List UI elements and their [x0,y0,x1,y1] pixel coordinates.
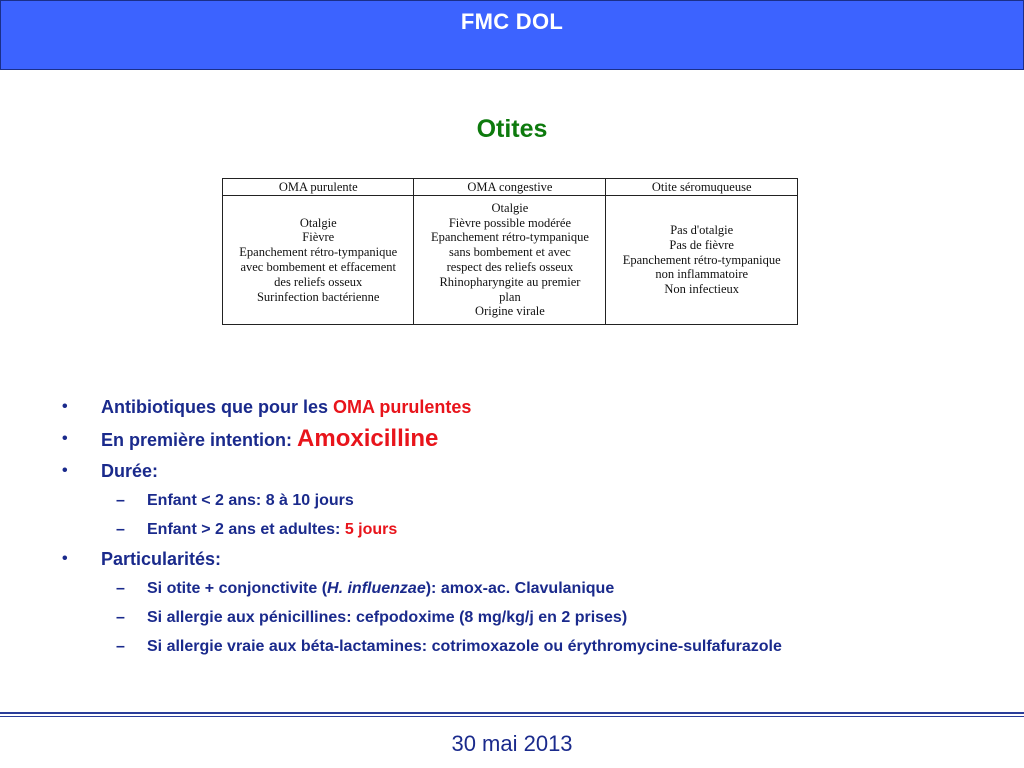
table-cell-otite-seromuqueuse [606,196,798,325]
bullet-item-particularites [62,544,992,574]
bullet-text: Particularités: [101,548,222,569]
sub-bullet-allergie-beta-lactamines [62,632,992,661]
sub-bullet-label: Enfant > 2 ans et adultes: [147,520,345,538]
sub-bullet-italic: H. influenzae [327,579,426,597]
bullet-icon: • [62,550,68,567]
bullet-text: Durée: [101,460,159,481]
cell-line: Pas de fièvre [669,237,734,252]
bullet-item-duree [62,456,992,486]
cell-line: Epanchement rétro-tympanique [239,245,398,260]
dash-icon: – [116,520,125,538]
table-header-cell: OMA purulente [223,179,414,196]
bullet-icon: • [62,462,68,479]
cell-line: respect des reliefs osseux [446,260,574,274]
cell-line: avec bombement et effacement [240,260,397,274]
cell-line: Non infectieux [664,282,740,297]
cell-line: Pas d'otalgie [670,223,734,237]
cell-line: Rhinopharyngite au premier [439,274,581,289]
cell-line: Origine virale [475,304,545,319]
cell-line: Fièvre [302,230,335,245]
cell-line: plan [499,289,521,304]
cell-line: Otalgie [299,215,337,230]
dash-icon: – [116,637,125,655]
cell-line: Epanchement rétro-tympanique [622,252,781,267]
cell-line: des reliefs osseux [274,274,363,289]
footer-divider [0,716,1024,717]
cell-line: Otalgie [491,200,529,215]
table-header-cell: OMA congestive [414,179,606,196]
sub-bullet-text: Si allergie vraie aux béta-lactamines: cotrimoxazole ou érythromycine-sulfafurazole [147,637,782,655]
bullet-text [101,397,471,418]
table-cell-oma-purulente [223,196,414,325]
slide-title: Otites [476,115,548,143]
header-title: FMC DOL [460,9,564,34]
cell-line: Epanchement rétro-tympanique [430,230,589,245]
cell-line: sans bombement et avec [449,245,571,260]
bullet-icon: • [62,430,68,447]
table-header-cell: Otite séromuqueuse [606,179,798,196]
bullet-list [62,392,992,661]
sub-bullet-label: ): amox-ac. Clavulanique [425,579,615,597]
bullet-label: En première intention: [101,430,298,450]
dash-icon: – [116,579,125,597]
bullet-label: Antibiotiques que pour les [101,396,334,417]
bullet-item-premiere-intention [62,422,992,456]
sub-bullet-text: Si allergie aux pénicillines: cefpodoxime (8 mg/kg/j en 2 prises) [147,608,628,626]
header-bar [0,0,1024,70]
sub-bullet-allergie-penicillines [62,603,992,632]
dash-icon: – [116,608,125,626]
table-header-row [223,179,798,196]
table-row [223,196,798,325]
sub-bullet-enfant-moins-2 [62,486,992,515]
cell-line: non inflammatoire [655,267,749,282]
cell-line: Fièvre possible modérée [448,215,572,230]
sub-bullet-text [147,521,397,539]
sub-bullet-text: Enfant < 2 ans: 8 à 10 jours [147,491,354,509]
bullet-text [101,425,438,453]
sub-bullet-label: Si otite + conjonctivite ( [147,579,328,597]
footer-date: 30 mai 2013 [451,731,573,756]
sub-bullet-text [147,580,614,598]
footer-divider [0,712,1024,714]
sub-bullet-conjonctivite [62,574,992,603]
bullet-highlight: Amoxicilline [297,425,439,452]
bullet-item-antibiotiques [62,392,992,422]
bullet-icon: • [62,398,68,415]
table-cell-oma-congestive [414,196,606,325]
cell-line: Surinfection bactérienne [256,289,380,304]
dash-icon: – [116,491,125,509]
otites-table [222,178,798,325]
sub-bullet-enfant-plus-2 [62,515,992,544]
sub-bullet-highlight: 5 jours [344,520,398,538]
bullet-highlight: OMA purulentes [333,396,472,417]
